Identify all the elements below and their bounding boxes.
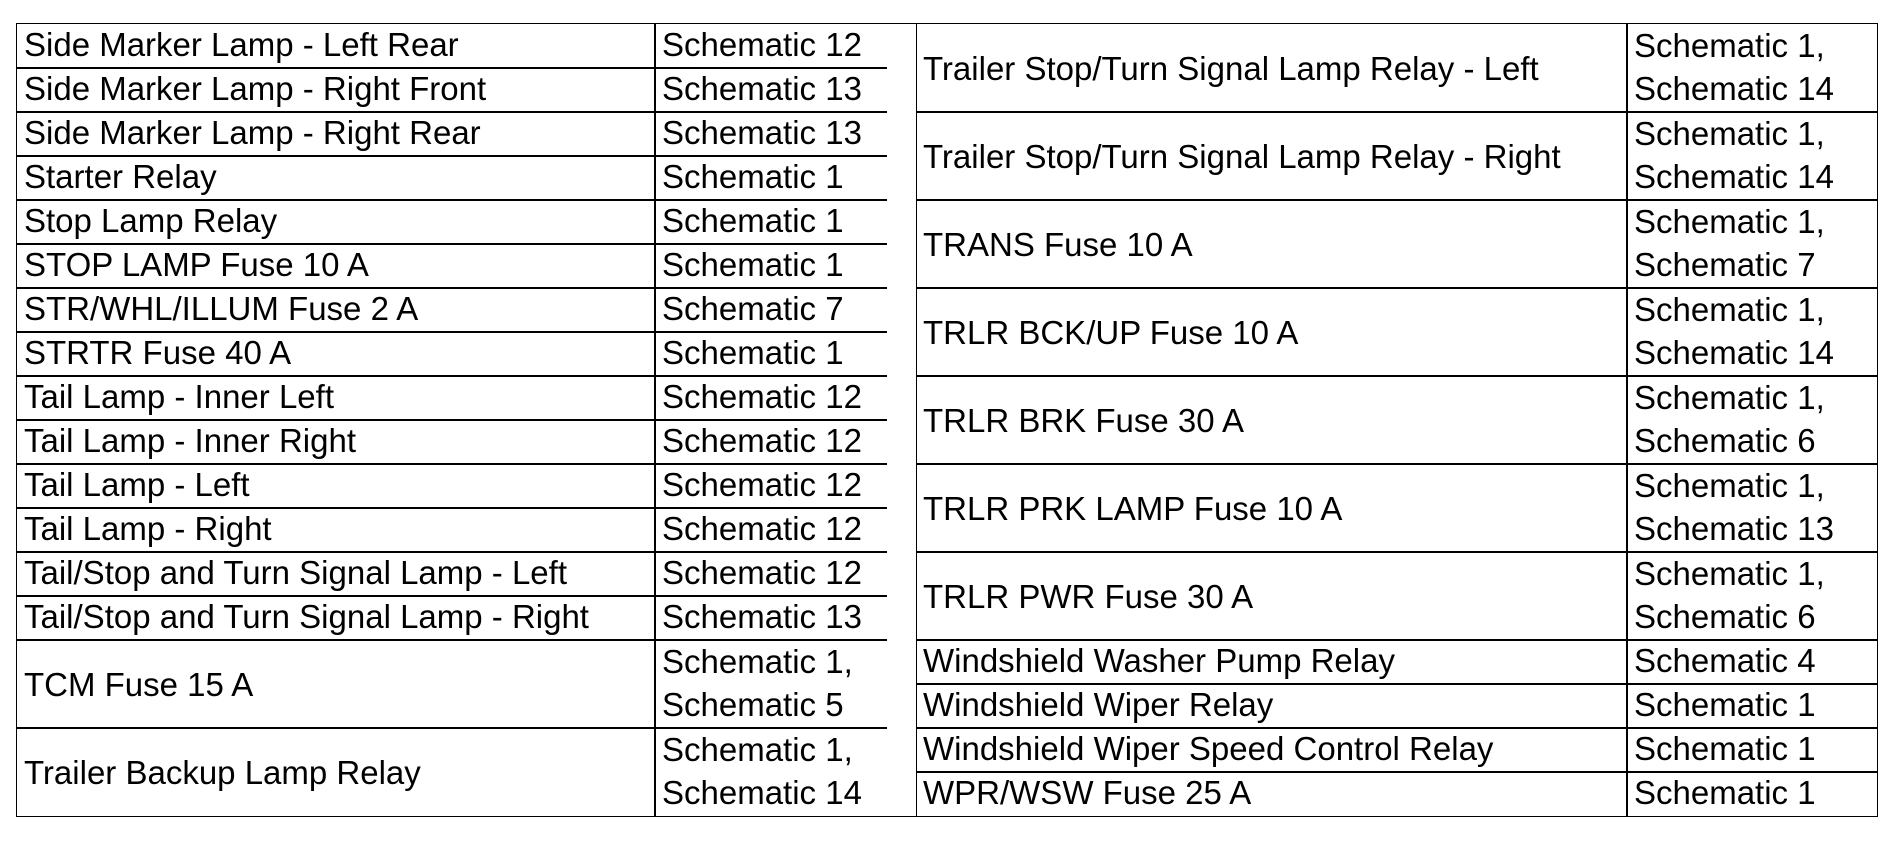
table-row-label: Windshield Wiper Speed Control Relay (915, 727, 1628, 773)
table-row-label: Side Marker Lamp - Right Front (16, 67, 656, 113)
table-row-ref: Schematic 12 (654, 375, 889, 421)
table-row-ref (654, 727, 889, 817)
ref-line-2: Schematic 6 (1634, 422, 1816, 459)
ref-line-2: Schematic 14 (1634, 70, 1834, 107)
table-row-ref (1626, 199, 1878, 289)
table-row-label: Stop Lamp Relay (16, 199, 656, 245)
table-row-ref: Schematic 12 (654, 507, 889, 553)
table-row-label: Windshield Wiper Relay (915, 683, 1628, 729)
table-row-ref: Schematic 12 (654, 551, 889, 597)
table-row-label: TRLR BRK Fuse 30 A (915, 375, 1628, 465)
table-row-ref: Schematic 1 (654, 243, 889, 289)
table-row-label: Trailer Backup Lamp Relay (16, 727, 656, 817)
table-row-label: Trailer Stop/Turn Signal Lamp Relay - Left (915, 23, 1628, 113)
ref-line-1: Schematic 1, (1634, 27, 1825, 64)
ref-line-2: Schematic 5 (662, 686, 844, 723)
table-row-label: Windshield Washer Pump Relay (915, 639, 1628, 685)
table-row-label: TCM Fuse 15 A (16, 639, 656, 729)
table-row-label: Tail Lamp - Right (16, 507, 656, 553)
table-row-label: STR/WHL/ILLUM Fuse 2 A (16, 287, 656, 333)
table-row-ref: Schematic 12 (654, 23, 889, 69)
table-row-ref: Schematic 12 (654, 463, 889, 509)
table-row-ref (654, 639, 889, 729)
table-row-ref: Schematic 1 (654, 331, 889, 377)
table-row-ref: Schematic 1 (1626, 771, 1878, 817)
table-row-ref (1626, 375, 1878, 465)
table-row-ref (1626, 111, 1878, 201)
table-row-ref: Schematic 12 (654, 419, 889, 465)
ref-line-1: Schematic 1, (1634, 467, 1825, 504)
table-row-ref: Schematic 13 (654, 595, 889, 641)
table-row-ref: Schematic 1 (1626, 727, 1878, 773)
table-row-label: Tail Lamp - Inner Right (16, 419, 656, 465)
table-row-ref: Schematic 7 (654, 287, 889, 333)
ref-line-2: Schematic 14 (1634, 334, 1834, 371)
table-row-label: STOP LAMP Fuse 10 A (16, 243, 656, 289)
table-separator (887, 23, 917, 817)
table-row-label: Tail/Stop and Turn Signal Lamp - Right (16, 595, 656, 641)
ref-line-2: Schematic 14 (662, 774, 862, 811)
table-row-label: Tail/Stop and Turn Signal Lamp - Left (16, 551, 656, 597)
table-row-ref (1626, 551, 1878, 641)
ref-line-1: Schematic 1, (1634, 291, 1825, 328)
table-row-ref (1626, 463, 1878, 553)
table-row-ref: Schematic 1 (1626, 683, 1878, 729)
table-row-label: TRLR PWR Fuse 30 A (915, 551, 1628, 641)
ref-line-2: Schematic 6 (1634, 598, 1816, 635)
table-row-label: Side Marker Lamp - Right Rear (16, 111, 656, 157)
table-row-label: Tail Lamp - Left (16, 463, 656, 509)
table-row-ref (1626, 23, 1878, 113)
ref-line-1: Schematic 1, (1634, 115, 1825, 152)
table-row-label: TRLR PRK LAMP Fuse 10 A (915, 463, 1628, 553)
ref-line-1: Schematic 1, (1634, 203, 1825, 240)
table-row-label: Starter Relay (16, 155, 656, 201)
ref-line-2: Schematic 13 (1634, 510, 1834, 547)
table-row-label: WPR/WSW Fuse 25 A (915, 771, 1628, 817)
table-row-label: TRANS Fuse 10 A (915, 199, 1628, 289)
ref-line-1: Schematic 1, (1634, 555, 1825, 592)
table-row-ref: Schematic 13 (654, 111, 889, 157)
table-row-label: TRLR BCK/UP Fuse 10 A (915, 287, 1628, 377)
table-row-ref: Schematic 4 (1626, 639, 1878, 685)
ref-line-1: Schematic 1, (1634, 379, 1825, 416)
table-row-label: STRTR Fuse 40 A (16, 331, 656, 377)
ref-line-2: Schematic 14 (1634, 158, 1834, 195)
table-row-ref: Schematic 13 (654, 67, 889, 113)
table-row-label: Trailer Stop/Turn Signal Lamp Relay - Right (915, 111, 1628, 201)
ref-line-1: Schematic 1, (662, 643, 853, 680)
table-row-ref: Schematic 1 (654, 199, 889, 245)
table-row-label: Side Marker Lamp - Left Rear (16, 23, 656, 69)
table-row-ref (1626, 287, 1878, 377)
ref-line-1: Schematic 1, (662, 731, 853, 768)
table-row-ref: Schematic 1 (654, 155, 889, 201)
table-row-label: Tail Lamp - Inner Left (16, 375, 656, 421)
ref-line-2: Schematic 7 (1634, 246, 1816, 283)
